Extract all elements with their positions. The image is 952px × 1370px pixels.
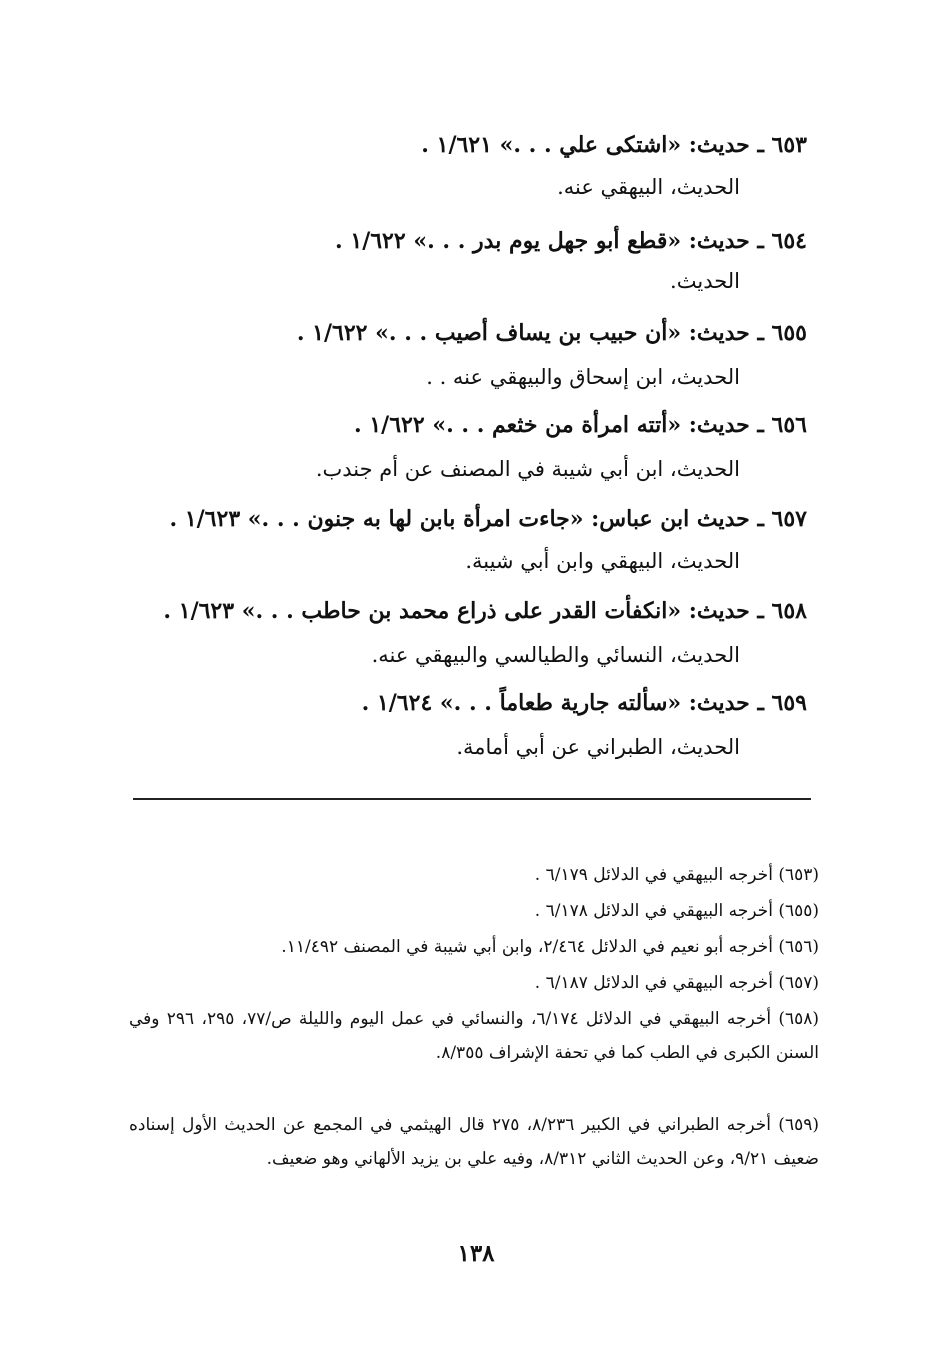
footnote-separator <box>133 798 811 800</box>
footnote-656: (٦٥٦) أخرجه أبو نعيم في الدلائل ٢/٤٦٤، وابن أبي شيبة في المصنف ١١/٤٩٢. <box>281 937 819 957</box>
entry-656-text: الحديث، ابن أبي شيبة في المصنف عن أم جندب. <box>315 457 740 481</box>
entry-653-text: الحديث، البيهقي عنه. <box>557 175 740 199</box>
footnote-657: (٦٥٧) أخرجه البيهقي في الدلائل ٦/١٨٧ . <box>534 973 819 993</box>
entry-655-heading: ٦٥٥ ـ حديث: «أن حبيب بن يساف أصيب . . .» ١/٦٢٢ . <box>296 320 807 346</box>
footnote-655: (٦٥٥) أخرجه البيهقي في الدلائل ٦/١٧٨ . <box>534 901 819 921</box>
entry-658-text: الحديث، النسائي والطيالسي والبيهقي عنه. <box>371 643 740 667</box>
entry-659-heading: ٦٥٩ ـ حديث: «سألته جارية طعاماً . . .» ١/٦٢٤ . <box>361 690 807 716</box>
entry-655-text: الحديث، ابن إسحاق والبيهقي عنه . . <box>426 365 740 389</box>
page-number: ١٣٨ <box>457 1240 495 1267</box>
footnote-658: (٦٥٨) أخرجه البيهقي في الدلائل ٦/١٧٤، والنسائي في عمل اليوم والليلة ص/٧٧، ٢٩٥، ٢٩٦ وفي السنن الكبرى في الطب كما في تحفة الإشراف ٨/٣٥٥. <box>129 1009 820 1063</box>
entry-659-text: الحديث، الطبراني عن أبي أمامة. <box>456 735 740 759</box>
entry-653-heading: ٦٥٣ ـ حديث: «اشتكى علي . . .» ١/٦٢١ . <box>421 132 807 158</box>
entry-657-text: الحديث، البيهقي وابن أبي شيبة. <box>465 549 740 573</box>
entry-658-heading: ٦٥٨ ـ حديث: «انكفأت القدر على ذراع محمد بن حاطب . . .» ١/٦٢٣ . <box>163 598 807 624</box>
entry-656-heading: ٦٥٦ ـ حديث: «أتته امرأة من خثعم . . .» ١/٦٢٢ . <box>354 412 807 438</box>
entry-657-heading: ٦٥٧ ـ حديث ابن عباس: «جاءت امرأة بابن لها به جنون . . .» ١/٦٢٣ . <box>169 506 807 532</box>
footnote-653: (٦٥٣) أخرجه البيهقي في الدلائل ٦/١٧٩ . <box>534 865 819 885</box>
footnote-659: (٦٥٩) أخرجه الطبراني في الكبير ٨/٢٣٦، ٢٧٥ قال الهيثمي في المجمع عن الحديث الأول إسناده ضعيف ٩/٢١، وعن الحديث الثاني ٨/٣١٢، وفيه علي بن يزيد الألهاني وهو ضعيف. <box>129 1115 819 1169</box>
entry-654-heading: ٦٥٤ ـ حديث: «قطع أبو جهل يوم بدر . . .» ١/٦٢٢ . <box>335 228 807 254</box>
entry-654-text: الحديث. <box>670 269 740 293</box>
